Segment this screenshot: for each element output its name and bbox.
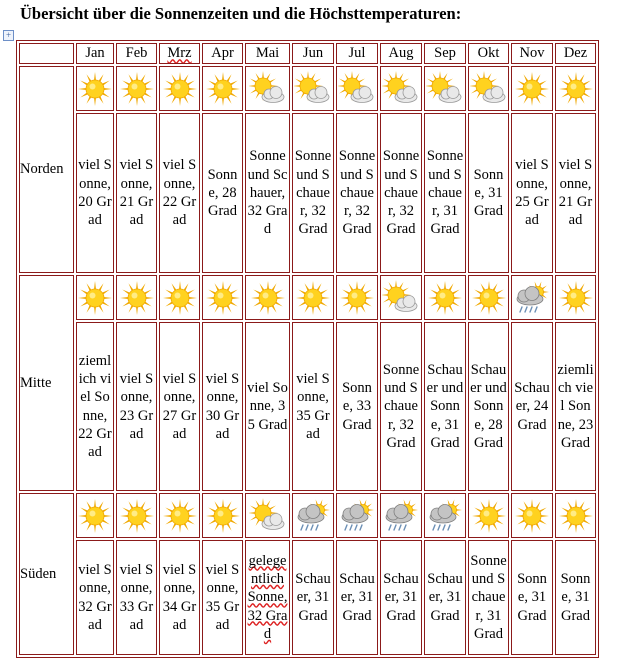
weather-text: Sonne, 31 Grad xyxy=(473,166,504,220)
sun-icon xyxy=(203,498,242,534)
sun-cloud-icon xyxy=(246,71,289,107)
weather-text: Schauer, 31 Grad xyxy=(427,571,463,624)
month-header-jul xyxy=(336,43,378,64)
weather-icon-cell xyxy=(202,275,243,320)
weather-text: viel Sonne, 21 Grad xyxy=(558,157,593,229)
weather-text-cell xyxy=(336,322,378,491)
sun-icon xyxy=(203,71,242,107)
month-header-row xyxy=(19,43,596,64)
weather-text-cell xyxy=(380,322,422,491)
table-move-handle-icon[interactable]: + xyxy=(3,30,14,41)
weather-icon-cell xyxy=(292,66,334,111)
weather-text: viel Sonne, 30 Grad xyxy=(205,370,240,442)
sun-icon xyxy=(117,498,156,534)
weather-text: Schauer, 31 Grad xyxy=(339,571,375,624)
weather-icon-cell xyxy=(468,493,509,538)
sun-cloud-icon xyxy=(469,71,508,107)
weather-icon-cell xyxy=(116,66,157,111)
weather-text-cell xyxy=(245,540,290,655)
weather-text: viel Sonne, 32 Grad xyxy=(78,561,112,633)
weather-text-cell xyxy=(76,322,114,491)
sun-icon xyxy=(203,280,242,316)
weather-icon-cell xyxy=(468,275,509,320)
weather-text: viel Sonne, 25 Grad xyxy=(515,157,549,229)
sun-icon xyxy=(425,280,465,316)
weather-icon-cell xyxy=(159,66,200,111)
weather-text: Sonne, 31 Grad xyxy=(517,571,547,624)
weather-text-cell xyxy=(202,113,243,273)
sun-cloud-icon xyxy=(381,280,421,316)
icon-row-norden xyxy=(19,66,596,111)
sun-icon xyxy=(293,280,333,316)
weather-text-cell xyxy=(159,322,200,491)
weather-icon-cell xyxy=(555,493,596,538)
weather-text-cell xyxy=(245,322,290,491)
weather-text: Schauer, 31Grad xyxy=(383,571,419,624)
month-header-okt xyxy=(468,43,509,64)
sun-icon xyxy=(556,280,595,316)
weather-icon-cell xyxy=(336,275,378,320)
weather-text: Schauer und Sonne, 31 Grad xyxy=(426,361,464,451)
region-label-mitte: Mitte xyxy=(19,275,74,491)
weather-icon-cell xyxy=(292,275,334,320)
weather-text-cell xyxy=(511,322,553,491)
weather-text-cell xyxy=(336,540,378,655)
weather-icon-cell xyxy=(292,493,334,538)
sun-icon xyxy=(160,498,199,534)
weather-icon-cell xyxy=(245,275,290,320)
weather-text: Sonne, 31 Grad xyxy=(560,571,591,624)
weather-icon-cell xyxy=(511,66,553,111)
weather-icon-cell xyxy=(245,66,290,111)
cloud-rain-icon xyxy=(425,498,465,534)
weather-text: viel Sonne, 35 Grad xyxy=(205,561,240,633)
weather-text-cell xyxy=(380,113,422,273)
weather-icon-cell xyxy=(380,493,422,538)
corner-cell xyxy=(19,43,74,64)
sun-icon xyxy=(77,71,113,107)
weather-text-cell xyxy=(336,113,378,273)
sun-icon xyxy=(512,71,552,107)
weather-icon-cell xyxy=(202,493,243,538)
month-label: Dez xyxy=(563,45,588,62)
month-header-mai xyxy=(245,43,290,64)
sun-cloud-icon xyxy=(425,71,465,107)
weather-icon-cell xyxy=(424,66,466,111)
weather-text: Schauer, 31 Grad xyxy=(295,571,331,624)
text-row-mitte xyxy=(19,322,596,491)
weather-icon-cell xyxy=(424,493,466,538)
sun-icon xyxy=(160,280,199,316)
weather-icon-cell xyxy=(555,275,596,320)
weather-icon-cell xyxy=(159,493,200,538)
weather-text-cell xyxy=(116,113,157,273)
weather-icon-cell xyxy=(555,66,596,111)
region-label-norden: Norden xyxy=(19,66,74,273)
weather-text-cell xyxy=(424,322,466,491)
sun-icon xyxy=(117,280,156,316)
weather-text-cell xyxy=(159,540,200,655)
weather-text-cell xyxy=(245,113,290,273)
weather-text: Sonne, 28 Grad xyxy=(207,166,238,220)
weather-text-cell xyxy=(116,540,157,655)
weather-text: Schauer, 24 Grad xyxy=(514,380,550,433)
weather-icon-cell xyxy=(336,493,378,538)
month-header-dez xyxy=(555,43,596,64)
weather-text: Schauer und Sonne, 28 Grad xyxy=(470,361,507,451)
sun-icon xyxy=(512,498,552,534)
weather-text: viel Sonne, 21 Grad xyxy=(119,157,154,229)
month-label: Nov xyxy=(519,45,545,62)
sun-icon xyxy=(160,71,199,107)
weather-text: ziemlich viel Sonne, 23 Grad xyxy=(557,361,594,451)
weather-text: viel Sonne, 34 Grad xyxy=(162,561,197,633)
text-row-süden xyxy=(19,540,596,655)
sun-icon xyxy=(77,280,113,316)
weather-text: viel Sonne, 33 Grad xyxy=(119,561,154,633)
weather-text: Sonne und Schauer, 32 Grad xyxy=(382,148,420,238)
month-label: Mrz xyxy=(167,45,192,62)
weather-text: Sonne und Schauer, 32 Grad xyxy=(338,148,376,238)
weather-text-cell xyxy=(292,322,334,491)
weather-icon-cell xyxy=(511,493,553,538)
weather-text-cell xyxy=(555,540,596,655)
weather-icon-cell xyxy=(116,275,157,320)
weather-text: gelegentlich Sonne, 32 Grad xyxy=(247,552,288,642)
month-header-sep xyxy=(424,43,466,64)
weather-icon-cell xyxy=(76,275,114,320)
weather-text: viel Sonne, 27 Grad xyxy=(162,370,197,442)
region-label-süden: Süden xyxy=(19,493,74,655)
weather-text-cell xyxy=(555,113,596,273)
weather-text-cell xyxy=(468,322,509,491)
weather-text-cell xyxy=(76,113,114,273)
sun-icon xyxy=(337,280,377,316)
month-header-nov xyxy=(511,43,553,64)
month-label: Jun xyxy=(302,45,324,62)
weather-text: Sonne, 33 Grad xyxy=(342,380,372,433)
weather-text: Sonne und Schauer, 31 Grad xyxy=(426,148,464,238)
weather-text-cell xyxy=(116,322,157,491)
weather-icon-cell xyxy=(202,66,243,111)
weather-text: viel Sonne, 20 Grad xyxy=(78,157,112,229)
weather-text-cell xyxy=(424,540,466,655)
month-header-feb xyxy=(116,43,157,64)
weather-text: viel Sonne, 22 Grad xyxy=(162,157,197,229)
weather-text: viel Sonne, 35 Grad xyxy=(247,380,288,433)
weather-text-cell xyxy=(159,113,200,273)
cloud-rain-icon xyxy=(293,498,333,534)
weather-text: Sonne und Schauer, 32 Grad xyxy=(247,148,288,238)
month-header-jan xyxy=(76,43,114,64)
cloud-rain-icon xyxy=(337,498,377,534)
weather-icon-cell xyxy=(76,66,114,111)
cloud-rain-icon xyxy=(512,280,552,316)
month-header-apr xyxy=(202,43,243,64)
weather-text-cell xyxy=(468,113,509,273)
weather-icon-cell xyxy=(245,493,290,538)
sun-icon xyxy=(469,280,508,316)
month-label: Mai xyxy=(255,45,280,62)
weather-icon-cell xyxy=(424,275,466,320)
weather-text: ziemlich viel Sonne, 22 Grad xyxy=(78,352,112,461)
sun-cloud-icon xyxy=(381,71,421,107)
month-label: Sep xyxy=(434,45,456,62)
weather-text-cell xyxy=(555,322,596,491)
sun-cloud-icon xyxy=(337,71,377,107)
document-title: Übersicht über die Sonnenzeiten und die Höchsttemperaturen: xyxy=(20,4,462,23)
month-label: Okt xyxy=(477,45,500,62)
month-label: Apr xyxy=(211,45,234,62)
weather-text-cell xyxy=(292,113,334,273)
month-label: Jan xyxy=(85,45,105,62)
weather-text: Sonne und Schauer, 32 Grad xyxy=(294,148,332,238)
weather-icon-cell xyxy=(468,66,509,111)
month-label: Aug xyxy=(388,45,414,62)
weather-icon-cell xyxy=(159,275,200,320)
month-header-jun xyxy=(292,43,334,64)
weather-text-cell xyxy=(202,540,243,655)
text-row-norden xyxy=(19,113,596,273)
weather-text-cell xyxy=(202,322,243,491)
sun-icon xyxy=(469,498,508,534)
sun-icon xyxy=(77,498,113,534)
weather-text: Sonne und Schauer, 31 Grad xyxy=(470,552,507,642)
weather-text-cell xyxy=(511,540,553,655)
month-header-aug xyxy=(380,43,422,64)
weather-text-cell xyxy=(511,113,553,273)
weather-text: viel Sonne, 23 Grad xyxy=(119,370,154,442)
weather-text-cell xyxy=(292,540,334,655)
weather-icon-cell xyxy=(76,493,114,538)
weather-table xyxy=(16,40,599,658)
sun-icon xyxy=(556,71,595,107)
weather-text: Sonne und Schauer, 32 Grad xyxy=(382,361,420,451)
weather-text-cell xyxy=(380,540,422,655)
month-header-mrz xyxy=(159,43,200,64)
icon-row-mitte xyxy=(19,275,596,320)
weather-text-cell xyxy=(424,113,466,273)
weather-text-cell xyxy=(468,540,509,655)
weather-text: viel Sonne, 35 Grad xyxy=(296,370,330,442)
weather-icon-cell xyxy=(116,493,157,538)
sun-icon xyxy=(556,498,595,534)
sun-icon xyxy=(117,71,156,107)
icon-row-süden xyxy=(19,493,596,538)
weather-text-cell xyxy=(76,540,114,655)
sun-cloud-icon xyxy=(246,498,289,534)
weather-icon-cell xyxy=(511,275,553,320)
sun-cloud-icon xyxy=(293,71,333,107)
weather-icon-cell xyxy=(380,66,422,111)
weather-icon-cell xyxy=(380,275,422,320)
month-label: Jul xyxy=(348,45,366,62)
cloud-rain-icon xyxy=(381,498,421,534)
sun-icon xyxy=(246,280,289,316)
month-label: Feb xyxy=(125,45,148,62)
weather-icon-cell xyxy=(336,66,378,111)
